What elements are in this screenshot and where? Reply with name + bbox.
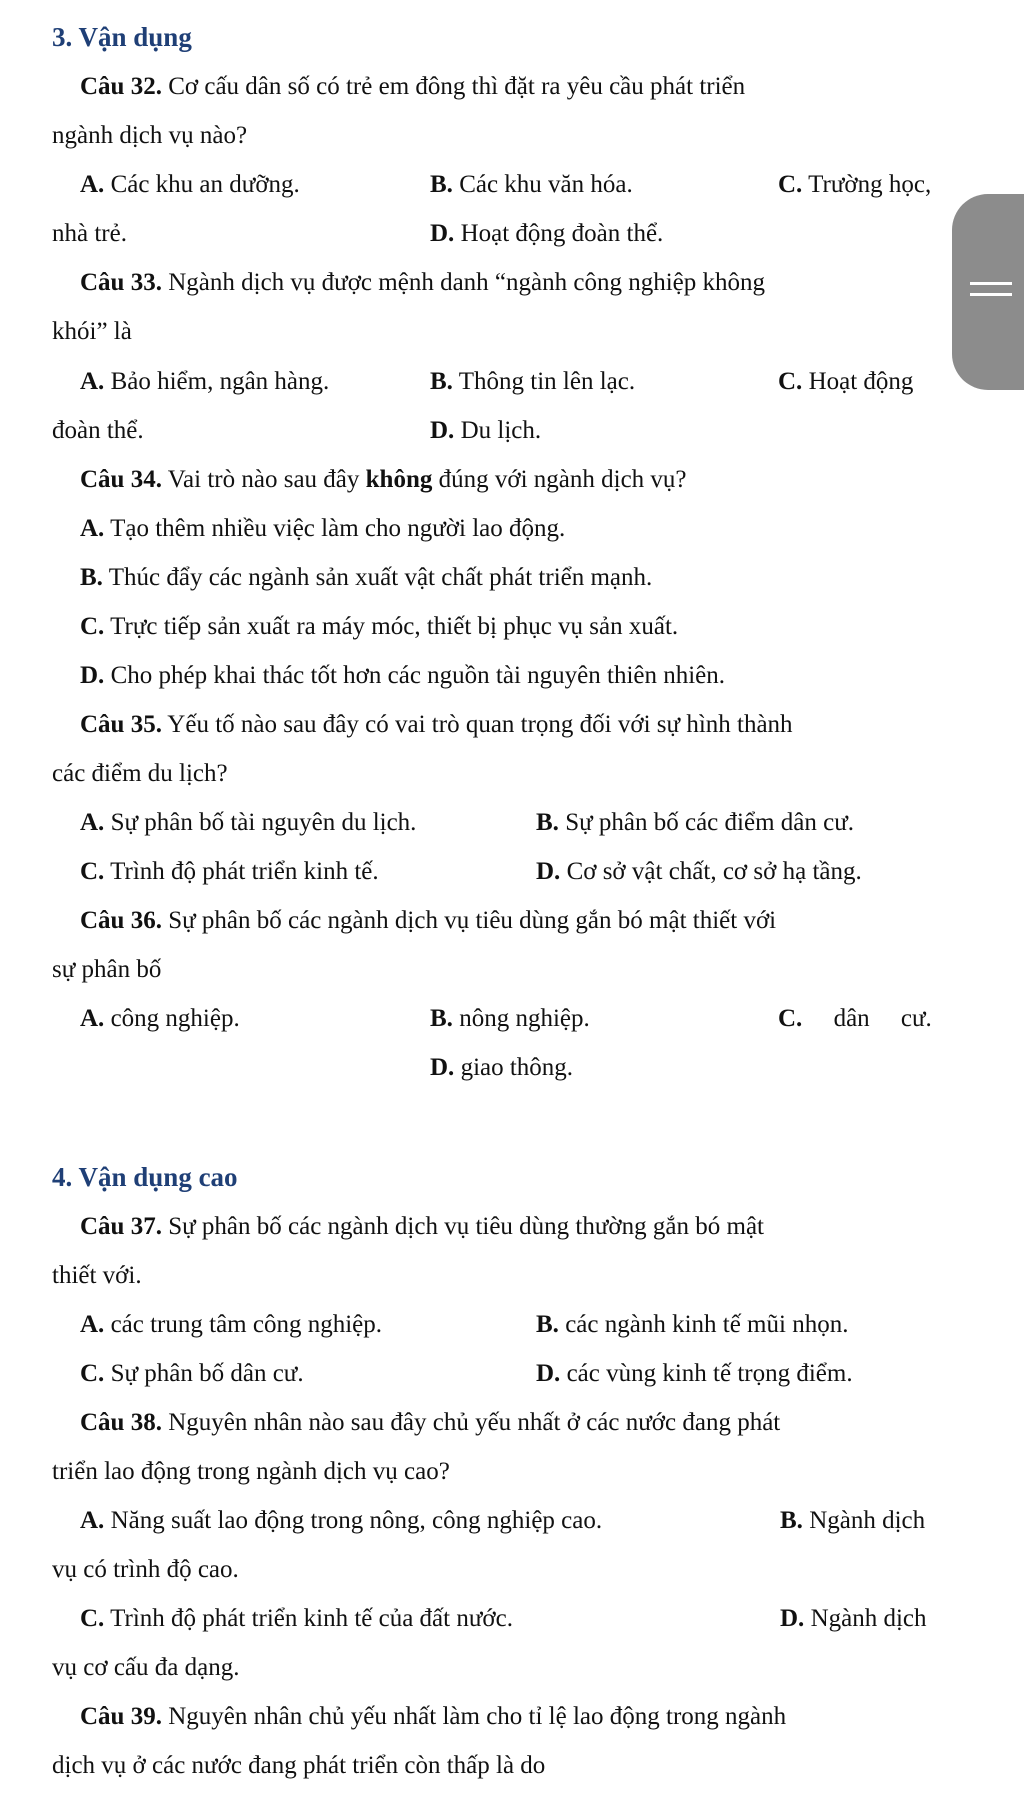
- question-32-options-row-2: [0, 209, 1000, 259]
- question-32-stem-line-1: Câu 32. Cơ cấu dân số có trẻ em đông thì đặt ra yêu cầu phát triển: [80, 73, 746, 100]
- question-37-option-c[interactable]: C. Sự phân bố dân cư.: [80, 1360, 304, 1387]
- question-33-option-c-continuation: đoàn thể.: [52, 417, 144, 444]
- question-37-option-d[interactable]: D. các vùng kinh tế trọng điểm.: [536, 1360, 853, 1387]
- question-38-stem-line-2: triển lao động trong ngành dịch vụ cao?: [52, 1458, 450, 1485]
- question-32-stem-line-2: ngành dịch vụ nào?: [52, 122, 248, 149]
- question-37-stem-line-1: Câu 37. Sự phân bố các ngành dịch vụ tiêu dùng thường gắn bó mật: [80, 1213, 764, 1240]
- question-37-options-row-1: [0, 1300, 1000, 1350]
- question-38-option-b-continuation: vụ có trình độ cao.: [52, 1556, 239, 1583]
- question-36-option-a[interactable]: A. công nghiệp.: [80, 1005, 240, 1032]
- question-32-option-b[interactable]: B. Các khu văn hóa.: [430, 171, 633, 198]
- section-heading-3: 3. Vận dụng: [52, 22, 192, 52]
- question-32-option-d[interactable]: D. Hoạt động đoàn thể.: [430, 220, 664, 247]
- question-35-options-row-2: [0, 847, 1000, 897]
- side-drag-handle[interactable]: [952, 194, 1024, 390]
- question-37-options-row-2: [0, 1349, 1000, 1399]
- question-38-options-row-1: [0, 1496, 1000, 1546]
- question-36-option-c[interactable]: C. dân cư.: [778, 1005, 932, 1032]
- question-38-option-d[interactable]: D. Ngành dịch: [780, 1605, 927, 1632]
- question-35-options-row-1: [0, 798, 1000, 848]
- question-39-stem-line-1: Câu 39. Nguyên nhân chủ yếu nhất làm cho tỉ lệ lao động trong ngành: [80, 1703, 787, 1730]
- question-35-stem-line-1: Câu 35. Yếu tố nào sau đây có vai trò quan trọng đối với sự hình thành: [80, 711, 793, 738]
- question-36-option-d[interactable]: D. giao thông.: [430, 1054, 574, 1081]
- question-37-option-a[interactable]: A. các trung tâm công nghiệp.: [80, 1311, 382, 1338]
- question-38-options-row-3: [0, 1594, 1000, 1644]
- question-33-stem-line-2: khói” là: [52, 318, 132, 345]
- question-34-option-b[interactable]: B. Thúc đẩy các ngành sản xuất vật chất phát triển mạnh.: [80, 564, 653, 591]
- question-32-option-a[interactable]: A. Các khu an dưỡng.: [80, 171, 300, 198]
- question-33-option-d[interactable]: D. Du lịch.: [430, 417, 542, 444]
- question-34-stem: Câu 34. Vai trò nào sau đây không đúng với ngành dịch vụ?: [80, 466, 687, 493]
- question-33-option-b[interactable]: B. Thông tin lên lạc.: [430, 368, 636, 395]
- question-34-option-d[interactable]: D. Cho phép khai thác tốt hơn các nguồn tài nguyên thiên nhiên.: [80, 662, 726, 689]
- question-36-options-row-1: [0, 994, 1000, 1044]
- question-38-option-c[interactable]: C. Trình độ phát triển kinh tế của đất nước.: [80, 1605, 513, 1632]
- question-34-label: Câu 34.: [80, 466, 162, 493]
- question-32-label: Câu 32.: [80, 73, 162, 100]
- question-33-label: Câu 33.: [80, 269, 162, 296]
- question-38-stem-line-1: Câu 38. Nguyên nhân nào sau đây chủ yếu nhất ở các nước đang phát: [80, 1409, 781, 1436]
- question-35-stem-line-2: các điểm du lịch?: [52, 760, 228, 787]
- question-37-label: Câu 37.: [80, 1213, 162, 1240]
- question-33-option-a[interactable]: A. Bảo hiểm, ngân hàng.: [80, 368, 330, 395]
- question-36-stem-line-2: sự phân bố: [52, 956, 162, 983]
- question-33-options-row-1: [0, 357, 1000, 407]
- question-38-option-d-continuation: vụ cơ cấu đa dạng.: [52, 1654, 240, 1681]
- question-38-options-row-4: [0, 1643, 1000, 1693]
- question-39-stem-line-2: dịch vụ ở các nước đang phát triển còn thấp là do: [52, 1752, 546, 1779]
- question-38-options-row-2: [0, 1545, 1000, 1595]
- section-heading-4: 4. Vận dụng cao: [52, 1162, 238, 1192]
- question-35-option-c[interactable]: C. Trình độ phát triển kinh tế.: [80, 858, 379, 885]
- question-38-label: Câu 38.: [80, 1409, 162, 1436]
- question-36-stem-line-1: Câu 36. Sự phân bố các ngành dịch vụ tiêu dùng gắn bó mật thiết với: [80, 907, 777, 934]
- question-34-option-c[interactable]: C. Trực tiếp sản xuất ra máy móc, thiết bị phục vụ sản xuất.: [80, 613, 679, 640]
- question-33-options-row-2: [0, 406, 1000, 456]
- question-36-options-row-2: [0, 1043, 1000, 1093]
- question-35-option-a[interactable]: A. Sự phân bố tài nguyên du lịch.: [80, 809, 417, 836]
- question-33-option-c[interactable]: C. Hoạt động: [778, 368, 914, 395]
- grip-line-bottom: [970, 293, 1012, 296]
- question-32-option-c[interactable]: C. Trường học,: [778, 171, 932, 198]
- question-37-stem-line-2: thiết với.: [52, 1262, 142, 1289]
- question-35-option-d[interactable]: D. Cơ sở vật chất, cơ sở hạ tầng.: [536, 858, 862, 885]
- question-35-option-b[interactable]: B. Sự phân bố các điểm dân cư.: [536, 809, 855, 836]
- question-34-negation: không: [365, 466, 433, 493]
- question-36-option-b[interactable]: B. nông nghiệp.: [430, 1005, 590, 1032]
- question-34-option-a[interactable]: A. Tạo thêm nhiều việc làm cho người lao động.: [80, 515, 566, 542]
- question-33-stem-line-1: Câu 33. Ngành dịch vụ được mệnh danh “ngành công nghiệp không: [80, 269, 765, 296]
- question-32-option-c-continuation: nhà trẻ.: [52, 220, 127, 247]
- grip-line-top: [970, 282, 1012, 285]
- question-38-option-a[interactable]: A. Năng suất lao động trong nông, công nghiệp cao.: [80, 1507, 603, 1534]
- question-32-options-row-1: [0, 160, 1000, 210]
- question-35-label: Câu 35.: [80, 711, 162, 738]
- question-37-option-b[interactable]: B. các ngành kinh tế mũi nhọn.: [536, 1311, 849, 1338]
- question-36-label: Câu 36.: [80, 907, 162, 934]
- question-39-label: Câu 39.: [80, 1703, 162, 1730]
- question-38-option-b[interactable]: B. Ngành dịch: [780, 1507, 926, 1534]
